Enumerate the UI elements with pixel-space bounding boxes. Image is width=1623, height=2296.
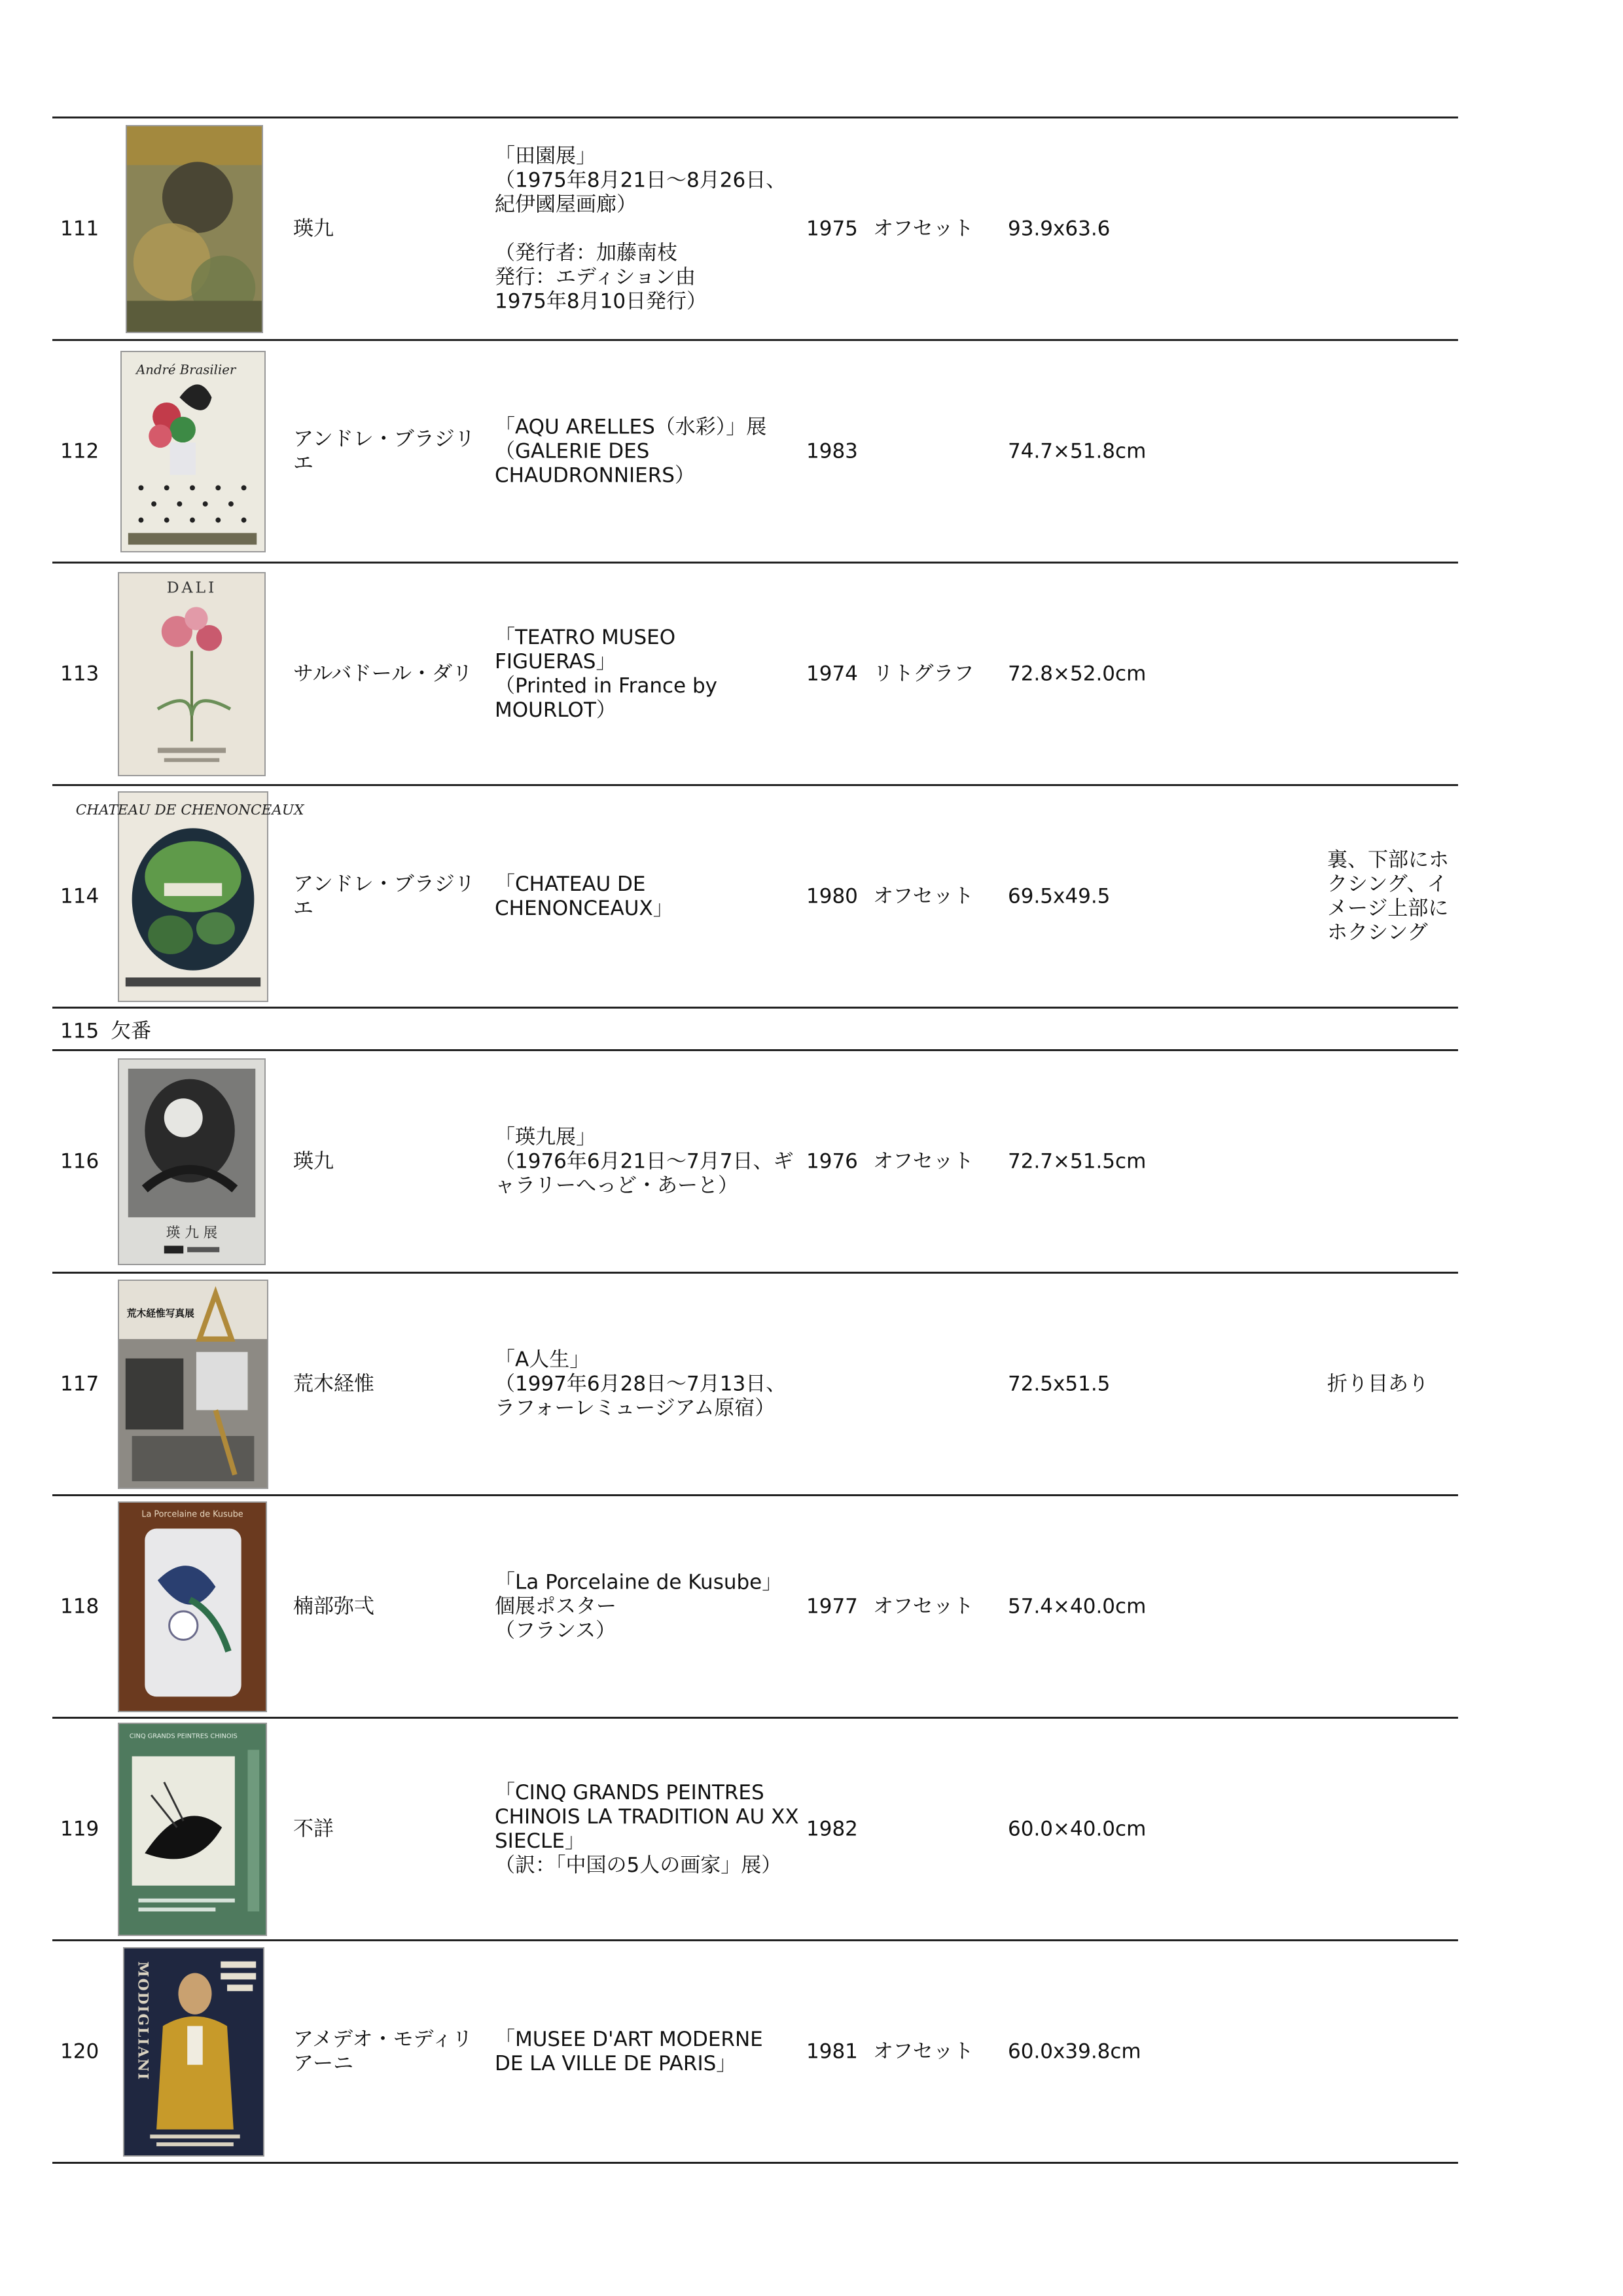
poster-text: 瑛 九 展 [166,1224,218,1242]
poster-thumbnail [123,1947,264,2157]
dimensions: 72.8×52.0cm [1008,662,1147,685]
dimensions: 57.4×40.0cm [1008,1594,1147,1618]
table-row [52,341,1458,562]
artist-name: 楠部弥弌 [293,1594,374,1618]
dimensions: 69.5x49.5 [1008,884,1111,908]
row-divider [52,2162,1458,2164]
artist-name: 瑛九 [293,1149,334,1173]
work-title: 「田園展」 （1975年8月21日～8月26日、紀伊國屋画廊） （発行者：加藤南枝 発行：エディション由 1975年8月10日発行） [495,144,787,313]
work-title: 「MUSEE D'ART MODERNE DE LA VILLE DE PARIS」 [495,2027,763,2075]
year: 1983 [806,439,858,463]
year: 1977 [806,1594,858,1618]
item-number: 115 [60,1019,99,1043]
poster-text: André Brasilier [136,362,236,378]
poster-text: DALI [166,578,217,597]
year: 1980 [806,884,858,908]
year: 1982 [806,1817,858,1840]
table-row [52,1941,1458,2162]
table-row [52,118,1458,339]
technique: オフセット [873,217,974,240]
dimensions: 72.5x51.5 [1008,1372,1111,1395]
work-title: 「CHATEAU DE CHENONCEAUX」 [495,872,673,920]
poster-text: CINQ GRANDS PEINTRES CHINOIS [129,1732,238,1740]
item-number: 112 [60,439,99,463]
work-title: 「TEATRO MUSEO FIGUERAS」 （Printed in France by MOURLOT） [495,625,717,722]
artist-name: 瑛九 [293,217,334,240]
item-number: 111 [60,217,99,240]
missing-label: 欠番 [111,1019,152,1043]
item-number: 118 [60,1594,99,1618]
table-row [52,1274,1458,1494]
artist-name: サルバドール・ダリ [293,662,473,685]
dimensions: 60.0x39.8cm [1008,2039,1141,2063]
table-row [52,1496,1458,1717]
year: 1974 [806,662,858,685]
work-title: 「AQU ARELLES（水彩）」展 （GALERIE DES CHAUDRONNIERS） [495,415,767,487]
work-title: 「A人生」 （1997年6月28日～7月13日、ラフォーレミュージアム原宿） [495,1348,787,1420]
item-number: 114 [60,884,99,908]
work-title: 「La Porcelaine de Kusube」 個展ポスター （フランス） [495,1570,783,1642]
table-row [52,1719,1458,1939]
dimensions: 60.0×40.0cm [1008,1817,1147,1840]
year: 1975 [806,217,858,240]
work-title: 「CINQ GRANDS PEINTRES CHINOIS LA TRADITION AU XX SIECLE」 （訳：「中国の5人の画家」展） [495,1780,799,1877]
technique: リトグラフ [873,662,974,685]
poster-thumbnail [118,1501,267,1712]
dimensions: 93.9x63.6 [1008,217,1111,240]
item-number: 117 [60,1372,99,1395]
missing-row [52,1009,1458,1049]
poster-text: CHATEAU DE CHENONCEAUX [75,802,304,819]
artist-name: アメデオ・モディリアーニ [293,2027,473,2075]
work-title: 「瑛九展」 （1976年6月21日～7月7日、ギャラリーへっど・あーと） [495,1125,794,1197]
item-number: 119 [60,1817,99,1840]
table-row [52,786,1458,1007]
artist-name: 荒木経惟 [293,1372,374,1395]
year: 1976 [806,1149,858,1173]
artist-name: 不詳 [293,1817,334,1840]
poster-thumbnail [118,1058,266,1265]
item-number: 116 [60,1149,99,1173]
technique: オフセット [873,2039,974,2063]
table-row [52,1051,1458,1272]
artist-name: アンドレ・ブラジリエ [293,872,475,920]
condition-note: 折り目あり [1327,1372,1429,1395]
dimensions: 74.7×51.8cm [1008,439,1147,463]
technique: オフセット [873,1149,974,1173]
year: 1981 [806,2039,858,2063]
table-row [52,564,1458,784]
technique: オフセット [873,1594,974,1618]
poster-thumbnail [120,351,266,552]
poster-text: La Porcelaine de Kusube [141,1509,243,1520]
item-number: 120 [60,2039,99,2063]
dimensions: 72.7×51.5cm [1008,1149,1147,1173]
item-number: 113 [60,662,99,685]
poster-text: MODIGLIANI [134,1961,151,2081]
poster-thumbnail [118,1280,268,1489]
poster-thumbnail [126,125,263,333]
artist-name: アンドレ・ブラジリエ [293,427,475,475]
poster-thumbnail [118,572,266,776]
poster-text: 荒木経惟写真展 [126,1307,194,1319]
condition-note: 裏、下部にホクシング、イメージ上部にホクシング [1327,848,1449,944]
poster-thumbnail [118,1723,267,1936]
technique: オフセット [873,884,974,908]
